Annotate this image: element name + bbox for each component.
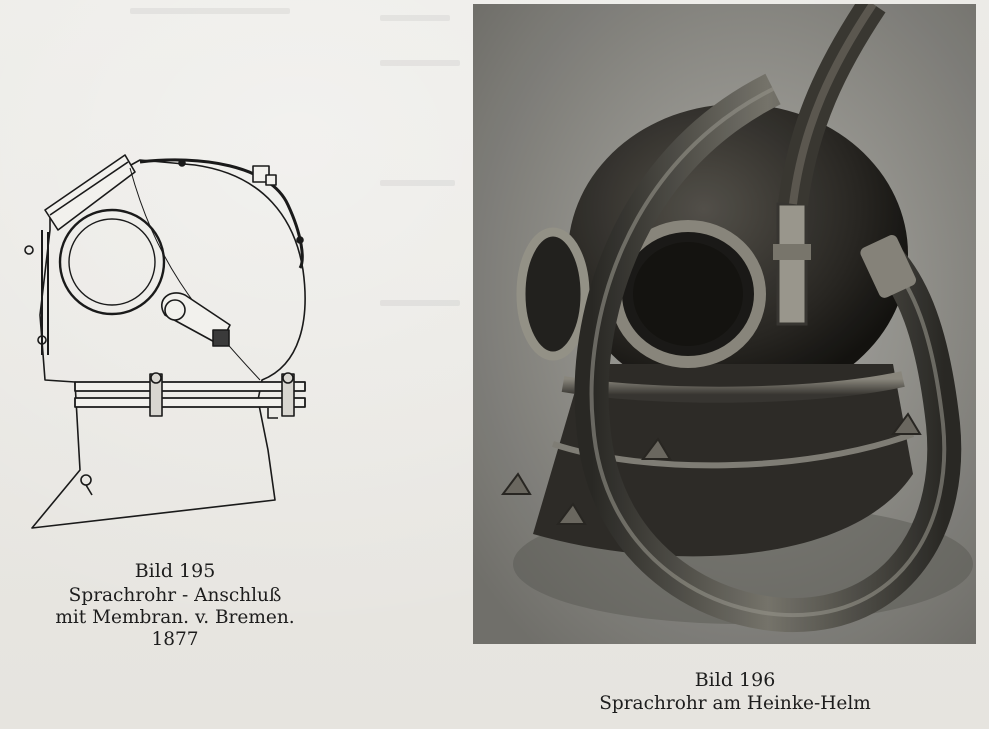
bleed-through-text bbox=[130, 8, 290, 14]
figure-195-caption bbox=[40, 560, 310, 651]
bleed-through-text bbox=[380, 180, 455, 186]
speaking-tube bbox=[140, 160, 302, 268]
figure-195-caption-line: Sprachrohr - Anschluß bbox=[68, 585, 282, 606]
front-porthole-inner bbox=[69, 219, 155, 305]
heinke-helmet-photo bbox=[473, 4, 976, 644]
figure-195-label: Bild 195 bbox=[134, 560, 216, 582]
figure-195-caption-line: 1877 bbox=[151, 629, 199, 650]
figure-196-caption-line: Sprachrohr am Heinke-Helm bbox=[599, 693, 871, 714]
clamp-band-lower bbox=[75, 398, 305, 407]
bleed-through-text bbox=[380, 300, 460, 306]
figure-195-drawing bbox=[20, 150, 320, 540]
figure-196-photo bbox=[473, 4, 976, 644]
figure-196-caption bbox=[560, 668, 910, 716]
figure-195-caption-line: mit Membran. v. Bremen. bbox=[55, 607, 295, 628]
bleed-through-text bbox=[380, 15, 450, 21]
figure-196-label: Bild 196 bbox=[694, 669, 776, 691]
clamp-band-upper bbox=[75, 382, 305, 391]
front-porthole-outer bbox=[60, 210, 164, 314]
bleed-through-text bbox=[380, 60, 460, 66]
